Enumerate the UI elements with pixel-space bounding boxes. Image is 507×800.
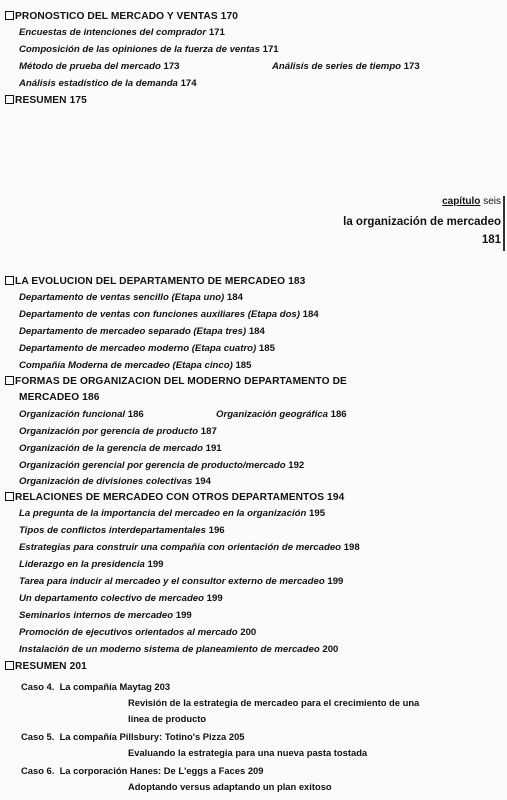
checkbox-square-icon [5,95,14,104]
toc-item: Tarea para inducir al mercadeo y el consultor externo de mercadeo 199 [19,576,344,587]
case-entry: Caso 4. La compañía Maytag 203 [21,681,171,692]
case-description: línea de producto [128,713,207,724]
toc-item: Encuestas de intenciones del comprador 171 [19,27,225,38]
case-entry: Caso 5. La compañía Pillsbury: Totino's Pizza 205 [21,731,245,742]
case-description: Revisión de la estrategia de mercadeo para el crecimiento de una [128,697,420,708]
toc-heading-formas-cont: MERCADEO 186 [19,392,100,403]
toc-item: Análisis de series de tiempo 173 [272,61,420,72]
chapter-label: capítulo seis [442,196,501,207]
checkbox-square-icon [5,276,14,285]
toc-item: Organización geográfica 186 [216,409,347,420]
toc-heading-evolucion: LA EVOLUCION DEL DEPARTAMENTO DE MERCADEO 183 [5,276,305,288]
toc-item: Organización por gerencia de producto 187 [19,426,217,437]
toc-heading-resumen: RESUMEN 175 [5,95,87,107]
case-description: Evaluando la estrategia para una nueva pasta tostada [128,747,368,758]
toc-item: Seminarios internos de mercadeo 199 [19,610,192,621]
toc-item: Compañía Moderna de mercadeo (Etapa cinco) 185 [19,360,252,371]
toc-item: La pregunta de la importancia del mercadeo en la organización 195 [19,508,326,519]
checkbox-square-icon [5,492,14,501]
checkbox-square-icon [5,376,14,385]
toc-item: Un departamento colectivo de mercadeo 199 [19,593,223,604]
toc-item: Departamento de ventas sencillo (Etapa uno) 184 [19,292,243,303]
toc-heading-relaciones: RELACIONES DE MERCADEO CON OTROS DEPARTAMENTOS 194 [5,492,344,504]
toc-item: Departamento de ventas con funciones auxiliares (Etapa dos) 184 [19,309,319,320]
toc-item: Departamento de mercadeo separado (Etapa tres) 184 [19,326,265,337]
chapter-rule [503,196,505,251]
toc-item: Liderazgo en la presidencia 199 [19,559,164,570]
checkbox-square-icon [5,11,14,20]
toc-heading-formas: FORMAS DE ORGANIZACION DEL MODERNO DEPARTAMENTO DE [5,376,347,388]
toc-item: Promoción de ejecutivos orientados al mercado 200 [19,627,257,638]
toc-item: Análisis estadístico de la demanda 174 [19,78,197,89]
toc-item: Instalación de un moderno sistema de planeamiento de mercadeo 200 [19,644,339,655]
toc-item: Composición de las opiniones de la fuerza de ventas 171 [19,44,279,55]
chapter-title: la organización de mercadeo [343,216,501,228]
chapter-page: 181 [481,234,501,246]
toc-item: Organización funcional 186 [19,409,144,420]
toc-item: Organización de divisiones colectivas 194 [19,476,211,487]
toc-heading-resumen-2: RESUMEN 201 [5,661,87,673]
checkbox-square-icon [5,661,14,670]
case-entry: Caso 6. La corporación Hanes: De L'eggs a Faces 209 [21,765,264,776]
toc-item: Organización gerencial por gerencia de producto/mercado 192 [19,460,305,471]
toc-item: Estrategias para construir una compañía con orientación de mercadeo 198 [19,542,360,553]
toc-item: Departamento de mercadeo moderno (Etapa cuatro) 185 [19,343,275,354]
toc-item: Método de prueba del mercado 173 [19,61,180,72]
toc-heading-pronostico: PRONOSTICO DEL MERCADO Y VENTAS 170 [5,11,238,23]
toc-item: Organización de la gerencia de mercado 191 [19,443,222,454]
case-description: Adoptando versus adaptando un plan exitoso [128,781,332,792]
toc-item: Tipos de conflictos interdepartamentales 196 [19,525,225,536]
